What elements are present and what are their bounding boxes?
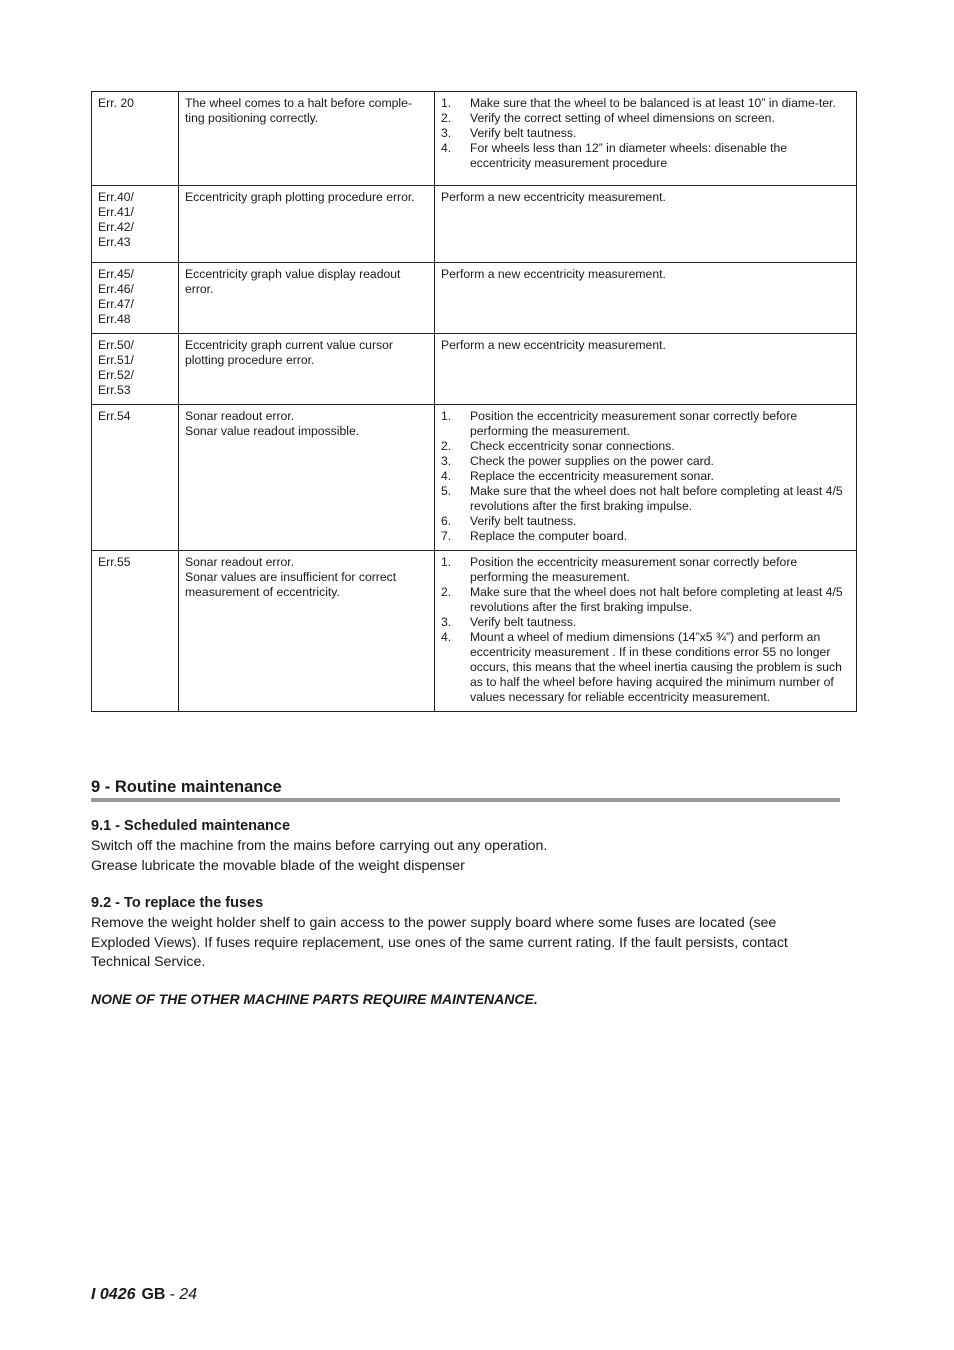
error-cause: measurement of eccentricity.: [185, 585, 340, 599]
error-cause-cell: [179, 92, 435, 186]
table-row: [92, 186, 857, 263]
error-code: Err.40/: [98, 190, 134, 204]
error-code-cell: [92, 334, 179, 405]
remedy-step: [441, 126, 850, 141]
step-text: Make sure that the wheel to be balanced is at least 10” in diame-ter.: [470, 96, 836, 110]
step-text: Position the eccentricity measurement sonar correctly before performing the measurement.: [470, 409, 798, 438]
step-number: 1.: [441, 96, 452, 110]
error-cause: Eccentricity graph plotting procedure error.: [185, 190, 415, 204]
table-row: [92, 92, 857, 186]
page-number: - 24: [169, 1286, 198, 1303]
remedy-step: [441, 514, 850, 529]
error-cause: ting positioning correctly.: [185, 111, 319, 125]
error-cause-cell: [179, 186, 435, 263]
paragraph-line: Remove the weight holder shelf to gain access to the power supply board where some fuses are located (see: [91, 915, 777, 931]
error-code: Err. 20: [98, 96, 134, 110]
error-code: Err.50/: [98, 338, 134, 352]
remedy-cell: [435, 263, 857, 334]
remedy-step: [441, 439, 850, 454]
step-number: 3.: [441, 454, 452, 468]
error-code-cell: [92, 551, 179, 712]
paragraph-line: Technical Service.: [91, 954, 206, 970]
table-row: [92, 551, 857, 712]
step-number: 4.: [441, 469, 452, 483]
error-cause: Eccentricity graph current value cursor: [185, 338, 393, 352]
error-code-cell: [92, 263, 179, 334]
subsection-title-fuses: 9.2 - To replace the fuses: [91, 895, 264, 911]
remedy-cell: [435, 405, 857, 551]
step-number: 4.: [441, 630, 452, 644]
language-code: GB: [141, 1286, 166, 1303]
error-cause-cell: [179, 551, 435, 712]
section-title: 9 - Routine maintenance: [91, 778, 282, 796]
remedy-step: [441, 469, 850, 484]
remedy-step: [441, 141, 850, 171]
table-row: [92, 263, 857, 334]
remedy-step: [441, 409, 850, 439]
step-text: Verify belt tautness.: [470, 514, 577, 528]
step-number: 2.: [441, 585, 452, 599]
error-cause-cell: [179, 334, 435, 405]
error-table-body: [92, 92, 857, 712]
error-cause: Sonar readout error.: [185, 409, 295, 423]
remedy-steps: [441, 555, 850, 705]
step-number: 6.: [441, 514, 452, 528]
step-number: 2.: [441, 111, 452, 125]
step-number: 5.: [441, 484, 452, 498]
table-row: [92, 334, 857, 405]
error-table: [91, 91, 857, 712]
error-code: Err.54: [98, 409, 131, 423]
paragraph-line: Exploded Views). If fuses require replacement, use ones of the same current rating. If the fault persists, contact: [91, 934, 788, 951]
step-number: 4.: [441, 141, 452, 155]
error-code: Err.52/: [98, 368, 134, 382]
step-text: Replace the computer board.: [470, 529, 628, 543]
error-cause: Sonar values are insufficient for correct: [185, 570, 397, 584]
step-text: Check the power supplies on the power card.: [470, 454, 714, 468]
error-cause: Eccentricity graph value display readout: [185, 267, 401, 281]
error-code: Err.46/: [98, 282, 134, 296]
step-number: 1.: [441, 409, 452, 423]
remedy-text: Perform a new eccentricity measurement.: [441, 190, 666, 204]
remedy-step: [441, 96, 850, 111]
paragraph-line: Grease lubricate the movable blade of the weight dispenser: [91, 857, 465, 874]
error-cause-cell: [179, 405, 435, 551]
step-number: 3.: [441, 615, 452, 629]
step-text: Mount a wheel of medium dimensions (14”x5 ¾”) and perform an eccentricity measurement . If in these conditions error 55 no longer occurs, this means that the wheel inertia causing the problem is such as to half the wheel before having acquired the minimum number of values necessary for reliable eccentricity measurement.: [470, 630, 842, 704]
subsection-title-scheduled: 9.1 - Scheduled maintenance: [91, 818, 291, 834]
error-cause: error.: [185, 282, 214, 296]
error-cause-cell: [179, 263, 435, 334]
remedy-step: [441, 484, 850, 514]
table-row: [92, 405, 857, 551]
step-text: Check eccentricity sonar connections.: [470, 439, 675, 453]
step-text: Position the eccentricity measurement sonar correctly before performing the measurement.: [470, 555, 798, 584]
step-text: Verify the correct setting of wheel dimensions on screen.: [470, 111, 775, 125]
step-text: Make sure that the wheel does not halt before completing at least 4/5 revolutions after the first braking impulse.: [470, 585, 843, 614]
remedy-text: Perform a new eccentricity measurement.: [441, 267, 666, 281]
error-code: Err.51/: [98, 353, 134, 367]
remedy-cell: [435, 186, 857, 263]
error-cause: Sonar readout error.: [185, 555, 295, 569]
error-code: Err.42/: [98, 220, 134, 234]
step-text: Verify belt tautness.: [470, 615, 577, 629]
document-code: I 0426: [91, 1286, 136, 1303]
step-text: For wheels less than 12” in diameter wheels: disenable the eccentricity measurement procedure: [470, 141, 788, 170]
remedy-step: [441, 529, 850, 544]
step-number: 3.: [441, 126, 452, 140]
error-code: Err.45/: [98, 267, 134, 281]
remedy-cell: [435, 334, 857, 405]
paragraph-line: Switch off the machine from the mains before carrying out any operation.: [91, 838, 548, 854]
error-code-cell: [92, 186, 179, 263]
error-code-cell: [92, 92, 179, 186]
error-code: Err.47/: [98, 297, 134, 311]
error-code-cell: [92, 405, 179, 551]
error-code: Err.55: [98, 555, 131, 569]
remedy-step: [441, 630, 850, 705]
error-cause: plotting procedure error.: [185, 353, 315, 367]
maintenance-note: NONE OF THE OTHER MACHINE PARTS REQUIRE MAINTENANCE.: [91, 991, 538, 1007]
step-number: 2.: [441, 439, 452, 453]
remedy-step: [441, 454, 850, 469]
remedy-step: [441, 585, 850, 615]
error-code: Err.41/: [98, 205, 134, 219]
remedy-steps: [441, 96, 850, 171]
error-code: Err.43: [98, 235, 131, 249]
remedy-cell: [435, 92, 857, 186]
error-cause: Sonar value readout impossible.: [185, 424, 360, 438]
remedy-steps: [441, 409, 850, 544]
error-cause: The wheel comes to a halt before comple-: [185, 96, 412, 110]
step-number: 1.: [441, 555, 452, 569]
error-code: Err.48: [98, 312, 131, 326]
remedy-step: [441, 555, 850, 585]
step-text: Replace the eccentricity measurement sonar.: [470, 469, 714, 483]
remedy-step: [441, 615, 850, 630]
fuses-text: [91, 914, 831, 973]
page-footer: [91, 1286, 197, 1304]
step-text: Verify belt tautness.: [470, 126, 577, 140]
error-code: Err.53: [98, 383, 131, 397]
remedy-text: Perform a new eccentricity measurement.: [441, 338, 666, 352]
step-text: Make sure that the wheel does not halt before completing at least 4/5 revolutions after the first braking impulse.: [470, 484, 843, 513]
step-number: 7.: [441, 529, 452, 543]
section-rule: [91, 798, 840, 802]
remedy-cell: [435, 551, 857, 712]
scheduled-maintenance-text: [91, 837, 831, 876]
remedy-step: [441, 111, 850, 126]
